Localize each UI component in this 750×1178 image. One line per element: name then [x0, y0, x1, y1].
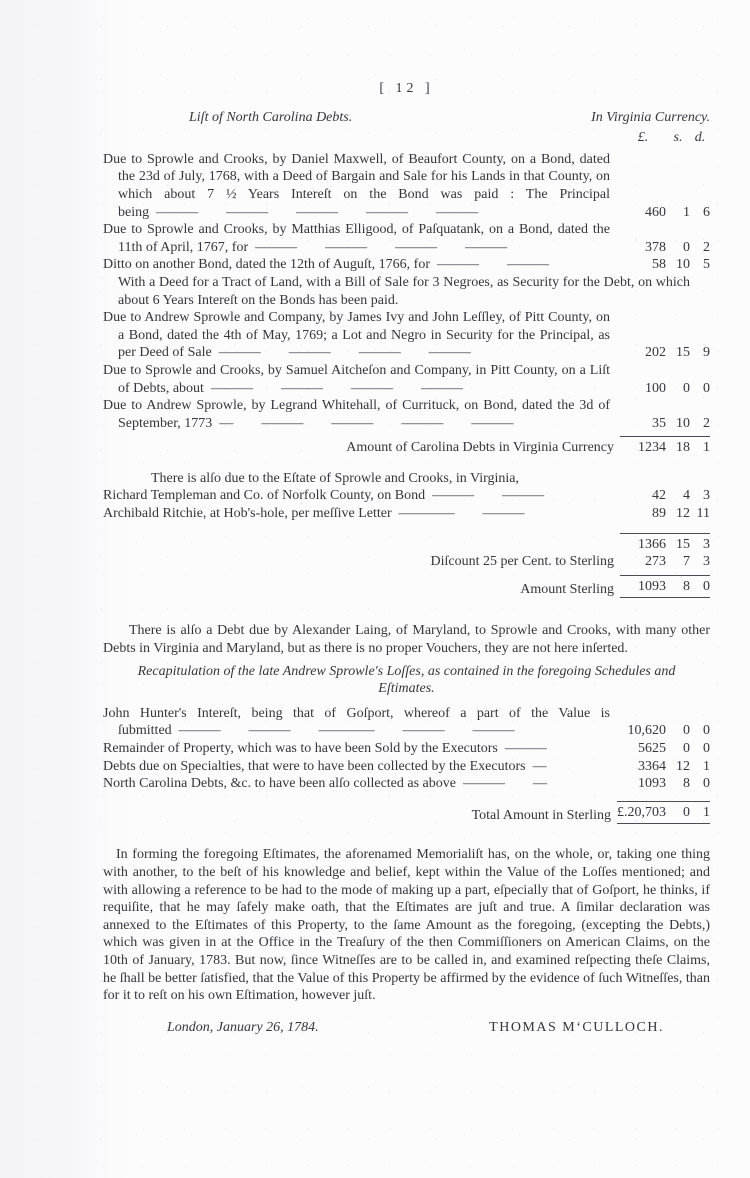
entry-amount — [620, 415, 710, 433]
amount-pounds: 1366 — [638, 536, 666, 552]
amount-pounds: 1234 — [638, 440, 666, 456]
dash-leader: — — [525, 758, 547, 774]
document-header — [103, 109, 710, 127]
amount-shillings: 10 — [676, 415, 690, 431]
signature-name: THOMAS M‘CULLOCH. — [489, 1019, 664, 1035]
entry-amount — [620, 487, 710, 505]
amount-pence: 0 — [703, 776, 710, 792]
amount-pence: 2 — [703, 415, 710, 431]
dash-leader: ——— ——— ———— ——— ——— — [171, 723, 515, 739]
debt-entry — [103, 221, 710, 256]
amount-pence: 0 — [703, 380, 710, 396]
debt-entry — [103, 309, 710, 362]
closing-paragraph: In forming the foregoing Eſtimates, the aforenamed Memorialiſt has, on the whole, or, taking one thing with another, to the beſt of his knowledge and belief, kept within the Value of the Loſſes mentioned; and with allowing a reference to be had to the mode of making up a part, eſpecially that of Goſport, he thinks, if requiſite, that he may ſafely make oath, that the Eſtimates are juſt and true. A ſimilar declaration was annexed to the Eſtimates of this Property, to the ſame Amount as the foregoing, (excepting the Debts,) which was given in at the Office in the Treaſury of the then Commiſſioners on American Claims, on the 10th of January, 1783. But now, ſince Witneſſes are to be called in, and examined reſpecting theſe Claims, he ſhall be better ſatisfied, that the Value of this Property be affirmed by the evidence of ſuch Witneſſes, than for it to reſt on his own Eſtimation, however juſt. — [103, 847, 710, 1004]
sterling-total-label: Total Amount in Sterling — [471, 807, 611, 823]
amount-pounds: 202 — [645, 345, 666, 361]
virginia-entry — [103, 505, 710, 523]
discount-row — [103, 553, 710, 571]
entry-text: Archibald Ritchie, at Hob's-hole, per meſſive Letter — [103, 506, 392, 522]
laing-note-paragraph: There is alſo a Debt due by Alexander Laing, of Maryland, to Sprowle and Crooks, with many other Debts in Virginia and Maryland, but as there is no proper Vouchers, they are not here inſerted. — [103, 623, 710, 657]
debt-list — [103, 151, 710, 433]
entry-text: Due to Sprowle and Crooks, by Daniel Maxwell, of Beaufort County, on a Bond, dated the 23d of July, 1768, with a Deed of Bargain and Sale for his Lands in that County, on which about 7 ½ Years Intereſt on the Bond was paid : The Principal being — [103, 151, 610, 220]
entry-text: Due to Sprowle and Crooks, by Samuel Aitcheſon and Company, in Pitt County, on a Liſt of Debts, about — [103, 362, 610, 396]
discount-label: Diſcount 25 per Cent. to Sterling — [430, 554, 614, 570]
dash-leader: ——— ——— — [430, 257, 550, 273]
dash-leader: — ——— ——— ——— ——— — [212, 415, 514, 431]
recapitulation-heading: Recapitulation of the late Andrew Sprowle's Loſſes, as contained in the foregoing Schedules and Eſtimates. — [137, 663, 676, 697]
amount-pence: 3 — [703, 554, 710, 570]
document-title: Liſt of North Carolina Debts. — [189, 109, 353, 125]
amount-pounds: 89 — [652, 506, 666, 522]
carolina-total-amount — [620, 436, 710, 457]
amount-shillings: 12 — [676, 758, 690, 774]
amount-pence: 0 — [703, 741, 710, 756]
amount-pence: 1 — [703, 804, 710, 820]
amount-pounds: 42 — [652, 488, 666, 504]
currency-heading: In Virginia Currency. — [591, 109, 710, 125]
entry-amount — [620, 344, 710, 362]
amount-shillings: 1 — [683, 204, 690, 220]
entry-text: Ditto on another Bond, dated the 12th of Auguſt, 1766, for — [103, 257, 431, 273]
amount-pounds: 460 — [645, 204, 666, 220]
amount-shillings: 8 — [683, 578, 690, 594]
entry-text: Debts due on Specialties, that were to have been collected by the Executors — [103, 758, 526, 774]
entry-amount — [620, 775, 710, 793]
debt-entry — [103, 151, 710, 221]
dash-leader: ——— — [497, 741, 547, 756]
debt-entry — [103, 362, 710, 397]
amount-shillings: 0 — [683, 723, 690, 739]
entry-text: Due to Sprowle and Crooks, by Matthias Elligood, of Paſquatank, on a Bond, dated the 11th of April, 1767, for — [103, 222, 610, 255]
shillings-column-header: s. — [673, 130, 683, 146]
carolina-total-row — [103, 434, 710, 457]
entry-text: Remainder of Property, which was to have been Sold by the Executors — [103, 741, 498, 756]
virginia-section-heading: There is alſo due to the Eſtate of Sprowle and Crooks, in Virginia, — [151, 470, 520, 486]
page-number: [ 12 ] — [379, 81, 434, 96]
amount-shillings: 15 — [676, 345, 690, 361]
amount-shillings: 0 — [683, 380, 690, 396]
pounds-column-header: £. — [637, 130, 649, 146]
carolina-total-label: Amount of Carolina Debts in Virginia Currency — [346, 440, 614, 456]
amount-pounds: 5625 — [638, 741, 666, 756]
entry-amount — [620, 380, 710, 398]
page-content — [103, 80, 710, 1036]
dash-leader: ——— ——— ——— ——— — [211, 345, 471, 361]
amount-shillings: 12 — [676, 506, 690, 522]
recap-entry — [103, 758, 710, 776]
amount-pounds: 3364 — [638, 758, 666, 774]
dash-leader: ———— ——— — [391, 506, 525, 522]
amount-pounds: 378 — [645, 239, 666, 255]
discount-amount — [620, 553, 710, 571]
amount-shillings: 8 — [683, 776, 690, 792]
entry-text: Due to Andrew Sprowle and Company, by James Ivy and John Leſſley, of Pitt County, on a Bond, dated the 4th of May, 1769; a Lot and Negro in Security for the Principal, as per Deed of Sale — [103, 310, 610, 361]
entry-amount — [620, 239, 710, 257]
sterling-amount-row — [103, 573, 710, 599]
entry-note: With a Deed for a Tract of Land, with a Bill of Sale for 3 Negroes, as Security for the Debt, on which about 6 Years Intereſt on the Bonds has been paid. — [118, 274, 690, 308]
entry-text: John Hunter's Intereſt, being that of Goſport, whereof a part of the Value is ſubmitted — [103, 705, 610, 739]
amount-pence: 1 — [703, 440, 710, 456]
amount-shillings: 7 — [683, 554, 690, 570]
amount-pounds: 273 — [645, 554, 666, 570]
amount-shillings: 4 — [683, 488, 690, 504]
entry-amount — [620, 740, 710, 758]
dash-leader: ——— ——— — [425, 488, 545, 504]
amount-shillings: 0 — [683, 239, 690, 255]
amount-pence: 3 — [703, 536, 710, 552]
currency-column-headers — [103, 129, 710, 147]
amount-shillings: 10 — [676, 257, 690, 273]
entry-amount — [620, 722, 710, 740]
amount-pence: 3 — [703, 488, 710, 504]
amount-shillings: 0 — [683, 804, 690, 820]
recapitulation-list — [103, 705, 710, 793]
debt-entry — [103, 397, 710, 432]
sterling-amount — [620, 575, 710, 599]
dash-leader: ——— — — [456, 776, 547, 792]
amount-pence: 6 — [703, 204, 710, 220]
dash-leader: ——— ——— ——— ——— — [248, 239, 508, 255]
entry-amount — [620, 256, 710, 274]
entry-amount — [620, 505, 710, 523]
amount-pence: 0 — [703, 578, 710, 594]
entry-text: North Carolina Debts, &c. to have been alſo collected as above — [103, 776, 456, 792]
debt-entry — [103, 256, 710, 274]
amount-shillings: 18 — [676, 440, 690, 456]
subtotal-row — [103, 531, 710, 554]
dash-leader: ——— ——— ——— ——— — [203, 380, 463, 396]
amount-pence: 11 — [696, 506, 710, 522]
amount-pence: 5 — [703, 257, 710, 273]
amount-pounds: 1093 — [638, 578, 666, 594]
sterling-total-amount — [617, 801, 710, 825]
virginia-entry — [103, 487, 710, 505]
dash-leader: ——— ——— ——— ——— ——— — [149, 204, 479, 220]
pence-column-header: d. — [694, 130, 706, 146]
recap-entry — [103, 705, 710, 740]
entry-text: Due to Andrew Sprowle, by Legrand Whitehall, of Currituck, on Bond, dated the 3d of September, 1773 — [103, 398, 610, 431]
amount-pence: 2 — [703, 239, 710, 255]
amount-pounds: 10,620 — [627, 723, 666, 739]
amount-pounds: 35 — [652, 415, 666, 431]
subtotal-amount — [620, 533, 710, 554]
amount-pounds: 58 — [652, 257, 666, 273]
recap-entry — [103, 775, 710, 793]
amount-pounds: 100 — [645, 380, 666, 396]
entry-amount — [620, 204, 710, 222]
signature-place-date: London, January 26, 1784. — [167, 1019, 319, 1035]
amount-pence: 1 — [703, 758, 710, 774]
amount-pence: 0 — [703, 723, 710, 739]
amount-shillings: 15 — [676, 536, 690, 552]
sterling-total-row — [103, 799, 710, 825]
amount-pounds: £.20,703 — [617, 804, 666, 820]
amount-shillings: 0 — [683, 741, 690, 756]
recap-entry — [103, 740, 710, 758]
amount-pence: 9 — [703, 345, 710, 361]
signature-row — [103, 1019, 710, 1037]
sterling-label: Amount Sterling — [520, 581, 614, 597]
entry-amount — [620, 758, 710, 776]
entry-text: Richard Templeman and Co. of Norfolk County, on Bond — [103, 488, 426, 504]
amount-pounds: 1093 — [638, 776, 666, 792]
